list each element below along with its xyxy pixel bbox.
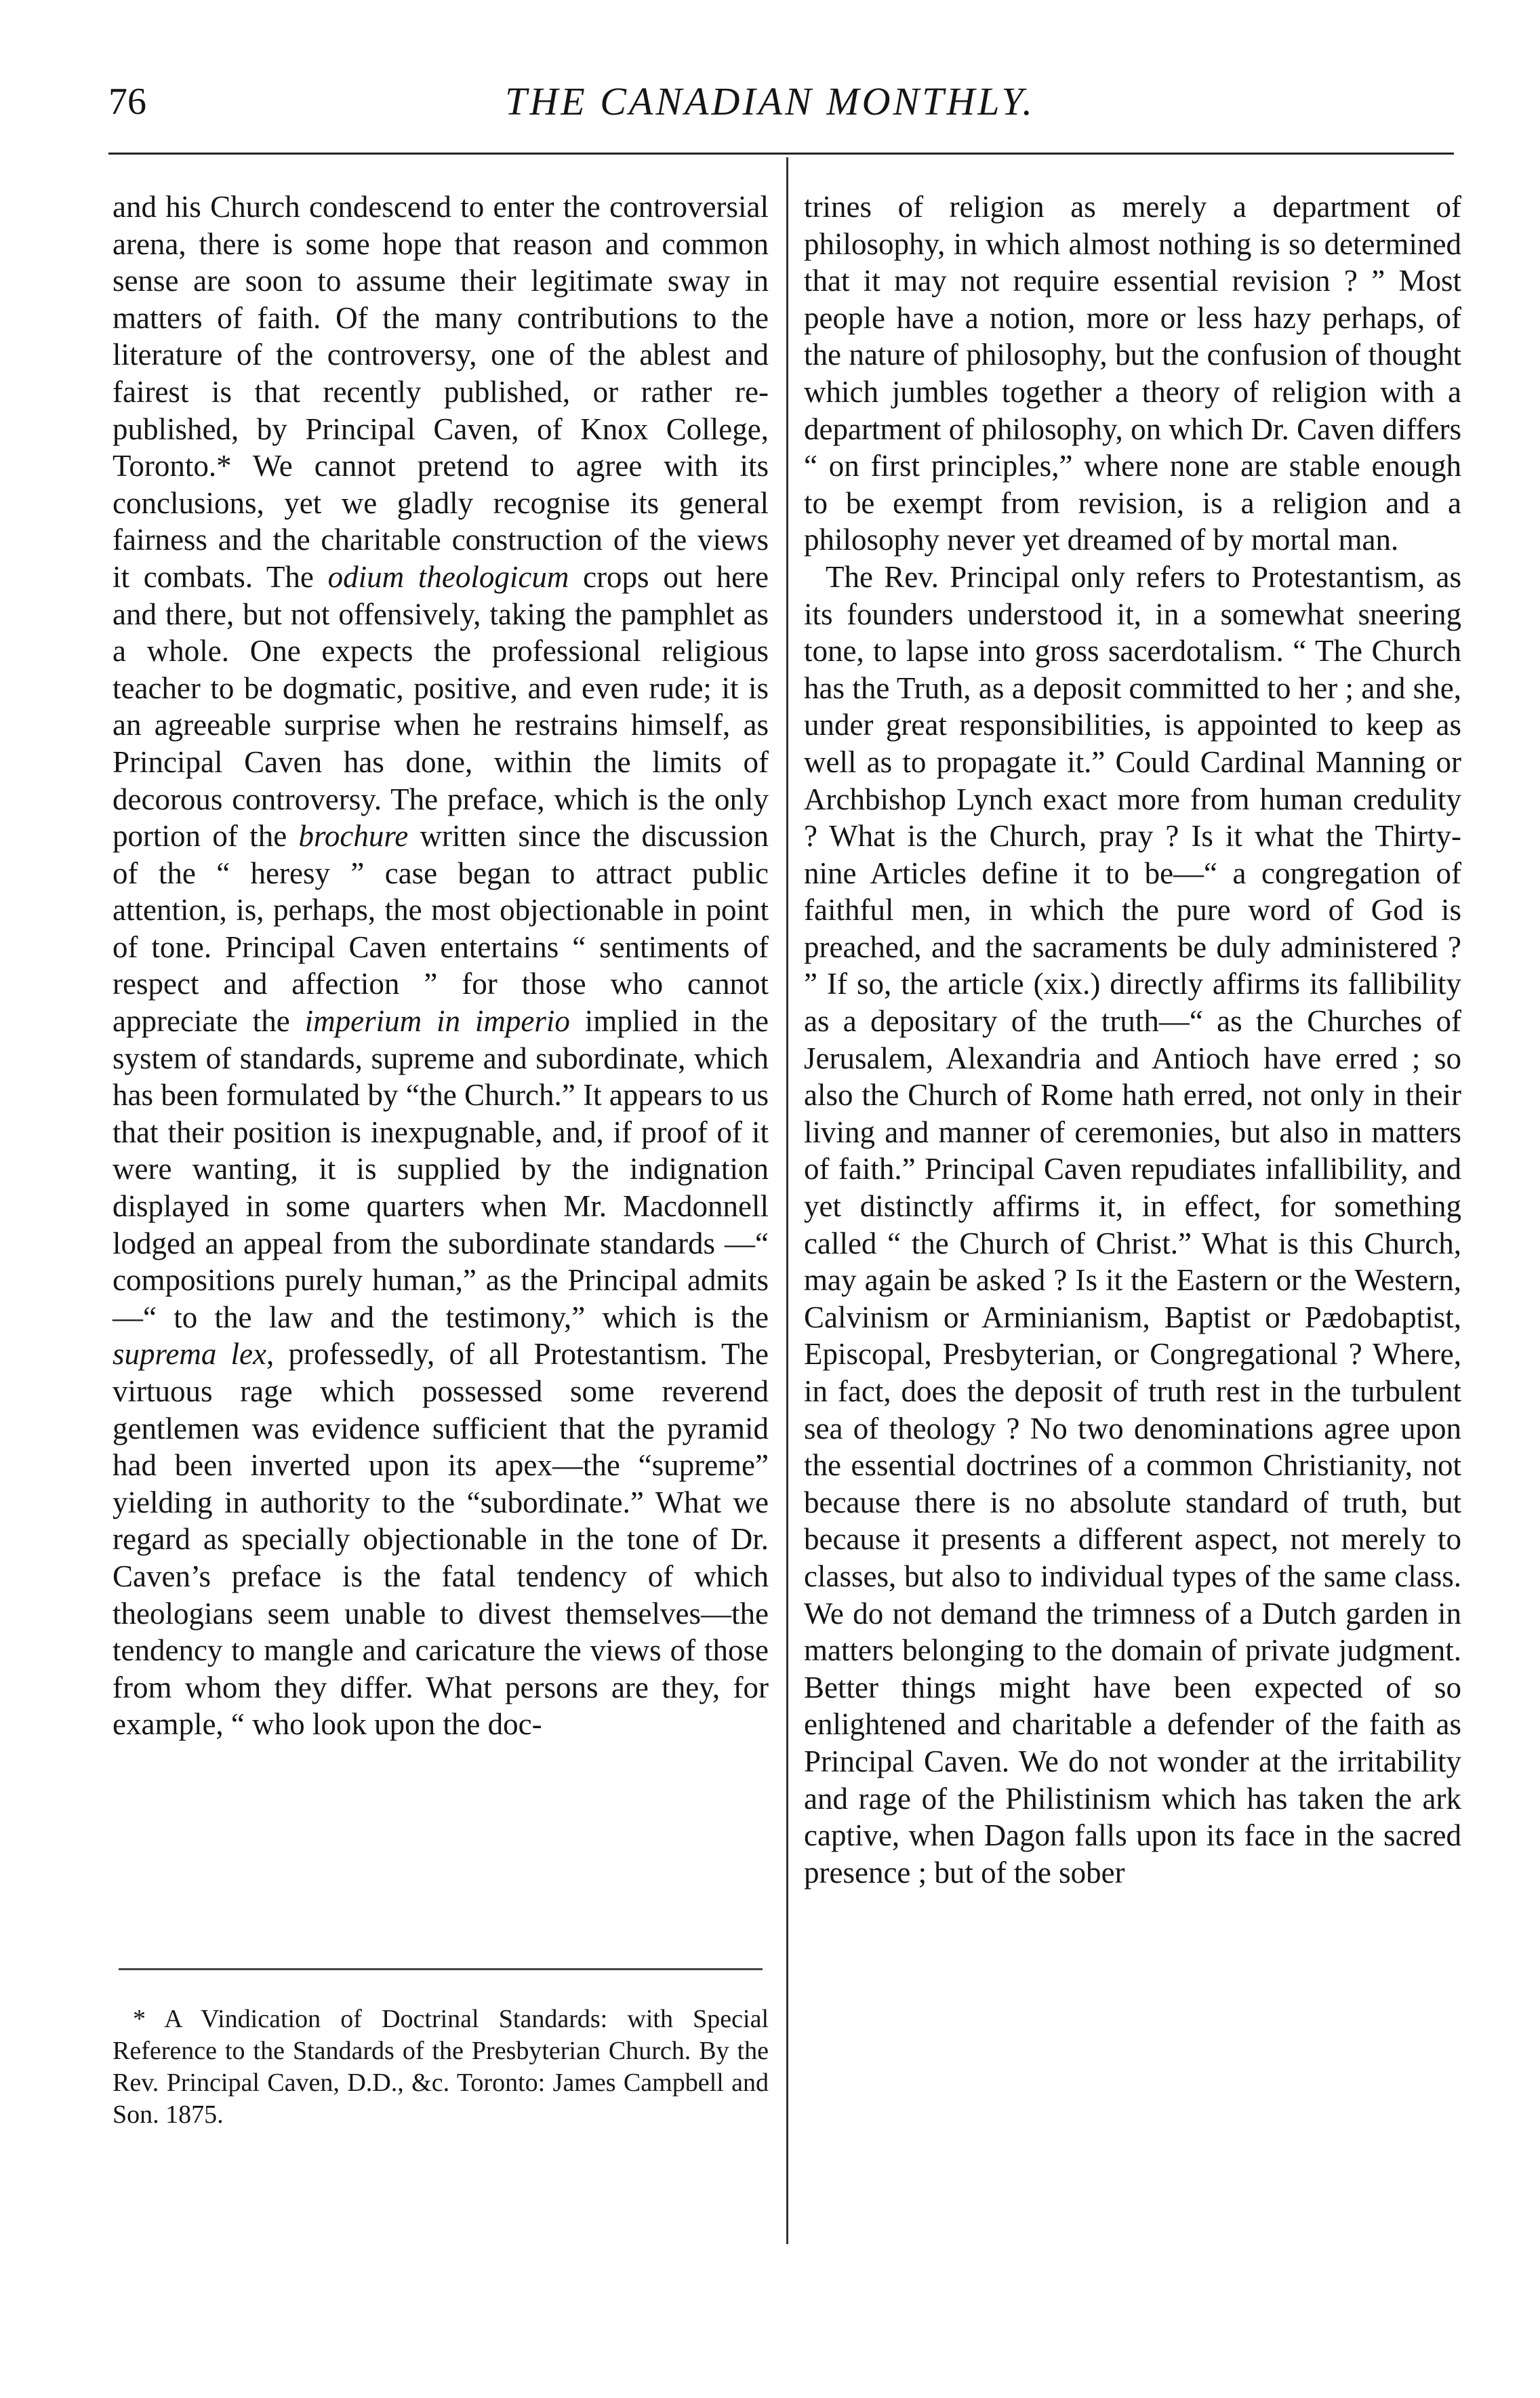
left-paragraph: and his Church condescend to enter the controversial arena, there is some hope that reason and common sense are soon to assume their legitimate sway in matters of faith. Of the many contributions to the literature of the controversy, one of the ablest and fairest is that recently published, or rather re-published, by Principal Caven, of Knox College, Toronto.* We cannot pretend to agree with its conclusions, yet we gladly recognise its general fairness and the charitable construction of the views it combats. The odium theologicum crops out here and there, but not offensively, taking the pamphlet as a whole. One expects the professional religious teacher to be dogmatic, positive, and even rude; it is an agreeable surprise when he restrains himself, as Principal Caven has done, within the limits of decorous controversy. The preface, which is the only portion of the brochure written since the discussion of the “ heresy ” case began to attract public attention, is, perhaps, the most objectionable in point of tone. Principal Caven entertains “ sentiments of respect and affection ” for those who cannot appreciate the imperium in imperio implied in the system of standards, supreme and subordinate, which has been formulated by “the Church.” It appears to us that their position is inexpugnable, and, if proof of it were wanting, it is supplied by the indignation displayed in some quarters when Mr. Macdonnell lodged an appeal from the subordinate standards —“ compositions purely human,” as the Principal admits—“ to the law and the testimony,” which is the suprema lex, professedly, of all Protestantism. The virtuous rage which possessed some reverend gentlemen was evidence sufficient that the pyramid had been inverted upon its apex—the “supreme” yielding in authority to the “subordinate.” What we regard as specially objectionable in the tone of Dr. Caven’s preface is the fatal tendency of which theologians seem unable to divest themselves—the tendency to mangle and caricature the views of those from whom they differ. What persons are they, for example, “ who look upon the doc- <box>113 190 769 1742</box>
italic-phrase: suprema lex <box>113 1337 266 1372</box>
right-column <box>804 188 1461 1891</box>
left-column <box>113 188 769 1743</box>
column-divider <box>786 157 788 2244</box>
italic-phrase: brochure <box>298 819 409 854</box>
page-number: 76 <box>108 81 146 123</box>
running-head: THE CANADIAN MONTHLY. <box>505 79 1035 123</box>
footnote <box>113 2003 769 2131</box>
header-rule <box>108 153 1454 155</box>
footnote-rule <box>119 1968 763 1970</box>
right-paragraph-2: The Rev. Principal only refers to Protestantism, as its founders understood it, in a somewhat sneering tone, to lapse into gross sacerdotalism. “ The Church has the Truth, as a deposit committed to her ; and she, under great responsibilities, is appointed to keep as well as to propagate it.” Could Cardinal Manning or Archbishop Lynch exact more from human credulity ? What is the Church, pray ? Is it what the Thirty-nine Articles define it to be—“ a congregation of faithful men, in which the pure word of God is preached, and the sacraments be duly administered ? ” If so, the article (xix.) directly affirms its fallibility as a depositary of the truth—“ as the Churches of Jerusalem, Alexandria and Antioch have erred ; so also the Church of Rome hath erred, not only in their living and manner of ceremonies, but also in matters of faith.” Principal Caven repudiates infallibility, and yet distinctly affirms it, in effect, for something called “ the Church of Christ.” What is this Church, may again be asked ? Is it the Eastern or the Western, Calvinism or Arminianism, Baptist or Pædobaptist, Episcopal, Presbyterian, or Congregational ? Where, in fact, does the deposit of truth rest in the turbulent sea of theology ? No two denominations agree upon the essential doctrines of a common Christianity, not because there is no absolute standard of truth, but because it presents a different aspect, not merely to classes, but also to individual types of the same class. We do not demand the trimness of a Dutch garden in matters belonging to the domain of private judgment. Better things might have been expected of so enlightened and charitable a defender of the faith as Principal Caven. We do not wonder at the irritability and rage of the Philistinism which has taken the ark captive, when Dagon falls upon its face in the sacred presence ; but of the sober <box>804 559 1461 1890</box>
footnote-text: * A Vindication of Doctrinal Standards: with Special Reference to the Standards of the Presbyterian Church. By the Rev. Principal Caven, D.D., &c. Toronto: James Campbell and Son. 1875. <box>113 2005 769 2129</box>
italic-phrase: imperium in imperio <box>304 1004 570 1039</box>
right-paragraph-1: trines of religion as merely a department of philosophy, in which almost nothing is so determined that it may not require essential revision ? ” Most people have a notion, more or less hazy perhaps, of the nature of philosophy, but the confusion of thought which jumbles together a theory of religion with a department of philosophy, on which Dr. Caven differs “ on first principles,” where none are stable enough to be exempt from revision, is a religion and a philosophy never yet dreamed of by mortal man. <box>804 190 1461 557</box>
italic-phrase: odium theologicum <box>327 559 569 594</box>
